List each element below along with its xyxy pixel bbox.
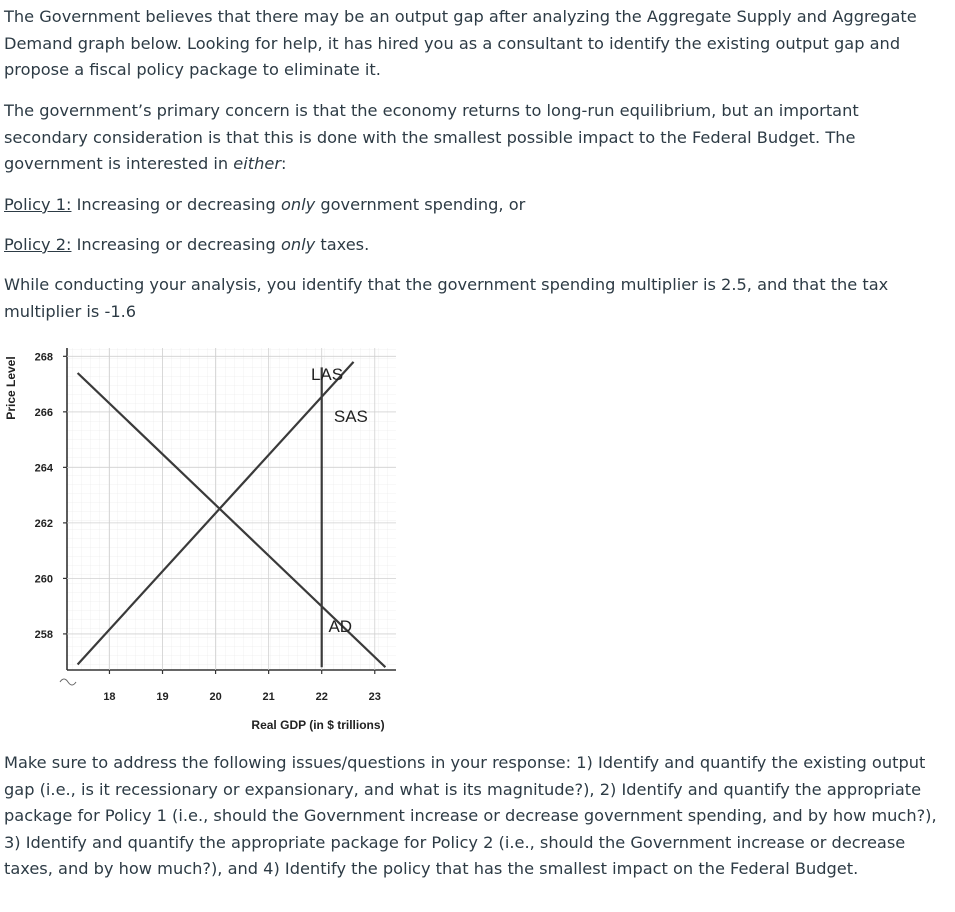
x-tick-label: 18 [103, 691, 116, 703]
concern-end: : [280, 154, 287, 173]
question-paragraph [4, 750, 944, 883]
policy-2-pre: Increasing or decreasing [71, 235, 281, 254]
x-tick-label: 19 [156, 691, 169, 703]
x-tick-label: 21 [262, 691, 275, 703]
sas-label: SAS [333, 407, 368, 426]
multiplier-text: While conducting your analysis, you identify that the government spending multiplier is 2.5, and that the tax multiplier is -1.6 [4, 275, 889, 321]
multiplier-paragraph [4, 272, 944, 325]
concern-text: The government’s primary concern is that the economy returns to long-run equilibrium, but an important secondary consideration is that this is done with the smallest possible impact to the Federal Budget. The government is interested in [4, 101, 859, 173]
policy-1-post: government spending, or [315, 195, 526, 214]
y-tick-label: 260 [34, 573, 53, 586]
axis-break-mark [60, 679, 76, 685]
x-tick-label: 23 [368, 691, 381, 703]
policy-2-post: taxes. [315, 235, 370, 254]
x-tick-label: 20 [209, 691, 222, 703]
policy-2-line [4, 232, 944, 259]
policy-1-line [4, 192, 944, 219]
x-tick-label: 22 [315, 691, 328, 703]
policy-1-pre: Increasing or decreasing [71, 195, 281, 214]
y-tick-label: 264 [34, 462, 53, 475]
concern-emphasis: either [233, 154, 281, 173]
policy-2-emphasis: only [280, 235, 316, 254]
as-ad-chart [0, 340, 420, 740]
y-tick-label: 262 [34, 517, 53, 530]
y-tick-label: 258 [34, 628, 53, 641]
ad-label: AD [328, 617, 353, 636]
las-label: LAS [310, 365, 344, 384]
y-axis-label: Price Level [4, 356, 18, 420]
y-tick-label: 266 [34, 406, 53, 419]
intro-paragraph [4, 4, 944, 84]
question-text: Make sure to address the following issues/questions in your response: 1) Identify and quantify the existing output gap (i.e., is it recessionary or expansionary, and what is its magnitude?), 2) Identify and quantify the appropriate package for Policy 1 (i.e., should the Government increase or decrease government spending, and by how much?), 3) Identify and quantify the appropriate package for Policy 2 (i.e., should the Government increase or decrease taxes, and by how much?), and 4) Identify the policy that has the smallest impact on the Federal Budget. [4, 753, 937, 878]
concern-paragraph [4, 98, 944, 178]
y-tick-label: 268 [34, 351, 53, 364]
intro-text: The Government believes that there may be an output gap after analyzing the Aggregate Supply and Aggregate Demand graph below. Looking for help, it has hired you as a consultant to identify the existing output gap and propose a fiscal policy package to eliminate it. [4, 7, 917, 79]
x-axis-label: Real GDP (in $ trillions) [251, 718, 385, 732]
policy-2-label: Policy 2: [4, 235, 72, 254]
policy-1-label: Policy 1: [4, 195, 72, 214]
policy-1-emphasis: only [280, 195, 316, 214]
